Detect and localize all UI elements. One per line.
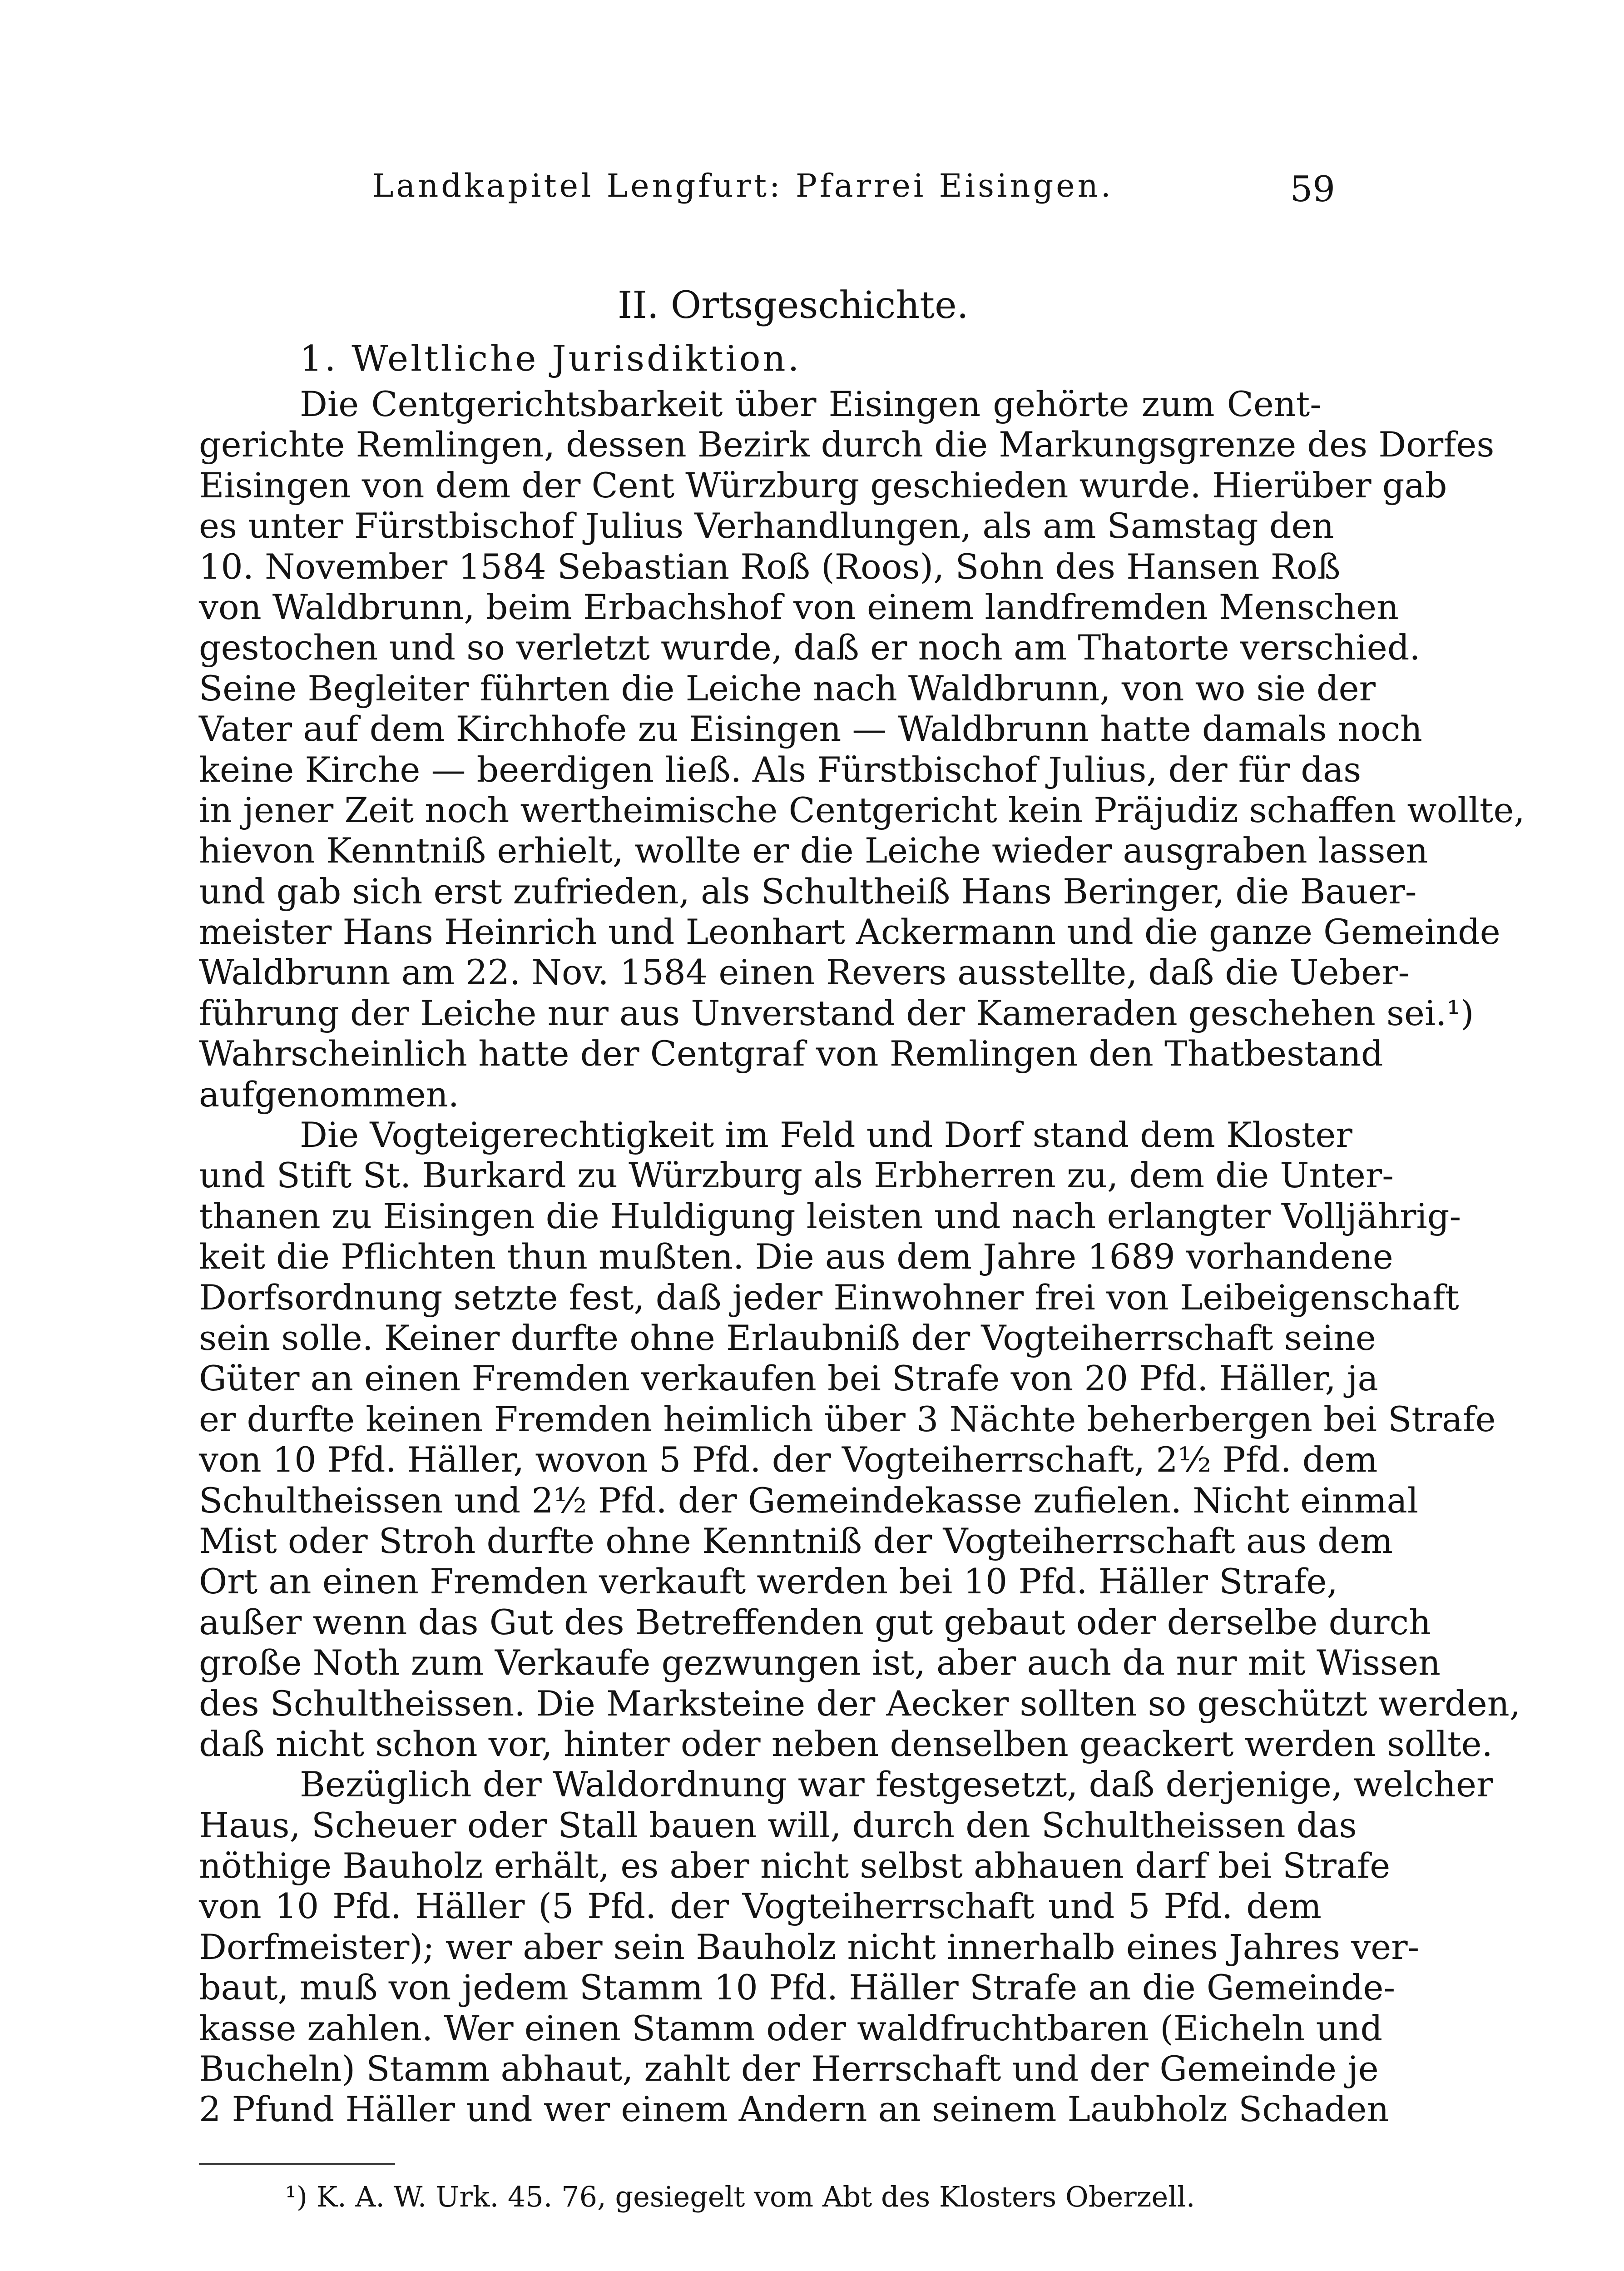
text-line: nöthige Bauholz erhält, es aber nicht selbst abhauen darf bei Strafe bbox=[199, 1845, 1391, 1886]
text-line: von 10 Pfd. Häller (5 Pfd. der Vogteiherrschaft und 5 Pfd. dem bbox=[199, 1886, 1322, 1927]
text-line: gestochen und so verletzt wurde, daß er noch am Thatorte verschied. bbox=[199, 627, 1421, 668]
text-line: baut, muß von jedem Stamm 10 Pfd. Häller Strafe an die Gemeinde- bbox=[199, 1967, 1396, 2008]
paragraph bbox=[199, 1115, 1520, 1764]
paragraph bbox=[199, 384, 1525, 1115]
text-line: Dorfsordnung setzte fest, daß jeder Einwohner frei von Leibeigenschaft bbox=[199, 1277, 1459, 1318]
text-line: sein solle. Keiner durfte ohne Erlaubniß der Vogteiherrschaft seine bbox=[199, 1317, 1376, 1358]
text-line: Mist oder Stroh durfte ohne Kenntniß der Vogteiherrschaft aus dem bbox=[199, 1520, 1393, 1561]
running-head: Landkapitel Lengfurt: Pfarrei Eisingen. bbox=[372, 167, 1114, 204]
text-line: außer wenn das Gut des Betreffenden gut gebaut oder derselbe durch bbox=[199, 1602, 1431, 1642]
text-line: führung der Leiche nur aus Unverstand der Kameraden geschehen sei.¹) bbox=[199, 992, 1474, 1033]
text-line: gerichte Remlingen, dessen Bezirk durch die Markungsgrenze des Dorfes bbox=[199, 424, 1495, 465]
text-line: daß nicht schon vor, hinter oder neben denselben geackert werden sollte. bbox=[199, 1723, 1493, 1764]
text-line: er durfte keinen Fremden heimlich über 3 Nächte beherbergen bei Strafe bbox=[199, 1398, 1496, 1439]
text-line: thanen zu Eisingen die Huldigung leisten und nach erlangter Volljährig- bbox=[199, 1195, 1461, 1236]
text-line: Bezüglich der Waldordnung war festgesetzt, daß derjenige, welcher bbox=[300, 1764, 1493, 1805]
text-line: Eisingen von dem der Cent Würzburg geschieden wurde. Hierüber gab bbox=[199, 465, 1447, 506]
text-line: von Waldbrunn, beim Erbachshof von einem landfremden Menschen bbox=[199, 586, 1399, 627]
text-line: von 10 Pfd. Häller, wovon 5 Pfd. der Vogteiherrschaft, 2½ Pfd. dem bbox=[199, 1439, 1378, 1480]
text-line: große Noth zum Verkaufe gezwungen ist, aber auch da nur mit Wissen bbox=[199, 1642, 1441, 1683]
text-line: Die Vogteigerechtigkeit im Feld und Dorf stand dem Kloster bbox=[300, 1115, 1352, 1155]
text-line: Ort an einen Fremden verkauft werden bei 10 Pfd. Häller Strafe, bbox=[199, 1561, 1338, 1602]
text-line: hievon Kenntniß erhielt, wollte er die Leiche wieder ausgraben lassen bbox=[199, 830, 1428, 871]
footnote: ¹) K. A. W. Urk. 45. 76, gesiegelt vom Abt des Klosters Oberzell. bbox=[285, 2180, 1195, 2213]
text-line: Waldbrunn am 22. Nov. 1584 einen Revers ausstellte, daß die Ueber- bbox=[199, 952, 1410, 993]
text-line: aufgenommen. bbox=[199, 1074, 459, 1115]
text-line: Schultheissen und 2½ Pfd. der Gemeindekasse zufielen. Nicht einmal bbox=[199, 1480, 1419, 1521]
text-line: Die Centgerichtsbarkeit über Eisingen gehörte zum Cent- bbox=[300, 384, 1322, 424]
text-line: es unter Fürstbischof Julius Verhandlungen, als am Samstag den bbox=[199, 506, 1334, 546]
text-line: Wahrscheinlich hatte der Centgraf von Remlingen den Thatbestand bbox=[199, 1033, 1383, 1074]
text-line: keit die Pflichten thun mußten. Die aus dem Jahre 1689 vorhandene bbox=[199, 1236, 1393, 1277]
text-line: Vater auf dem Kirchhofe zu Eisingen — Waldbrunn hatte damals noch bbox=[199, 709, 1422, 749]
text-line: und gab sich erst zufrieden, als Schultheiß Hans Beringer, die Bauer- bbox=[199, 871, 1417, 912]
text-line: in jener Zeit noch wertheimische Centgericht kein Präjudiz schaffen wollte, bbox=[199, 789, 1525, 830]
text-line: 2 Pfund Häller und wer einem Andern an seinem Laubholz Schaden bbox=[199, 2089, 1389, 2130]
text-line: und Stift St. Burkard zu Würzburg als Erbherren zu, dem die Unter- bbox=[199, 1155, 1394, 1196]
text-line: keine Kirche — beerdigen ließ. Als Fürstbischof Julius, der für das bbox=[199, 749, 1362, 790]
page-number: 59 bbox=[1290, 169, 1335, 210]
text-line: Bucheln) Stamm abhaut, zahlt der Herrschaft und der Gemeinde je bbox=[199, 2048, 1379, 2089]
footnote-divider bbox=[199, 2163, 395, 2165]
text-line: meister Hans Heinrich und Leonhart Ackermann und die ganze Gemeinde bbox=[199, 912, 1500, 952]
text-line: kasse zahlen. Wer einen Stamm oder waldfruchtbaren (Eicheln und bbox=[199, 2008, 1383, 2048]
text-line: Haus, Scheuer oder Stall bauen will, durch den Schultheissen das bbox=[199, 1805, 1357, 1845]
text-line: 10. November 1584 Sebastian Roß (Roos), Sohn des Hansen Roß bbox=[199, 546, 1341, 587]
text-line: des Schultheissen. Die Marksteine der Aecker sollten so geschützt werden, bbox=[199, 1683, 1520, 1724]
body-text bbox=[199, 384, 1525, 2130]
paragraph bbox=[199, 1764, 1493, 2130]
subsection-title: 1. Weltliche Jurisdiktion. bbox=[300, 338, 802, 379]
text-line: Güter an einen Fremden verkaufen bei Strafe von 20 Pfd. Häller, ja bbox=[199, 1358, 1378, 1399]
section-title: II. Ortsgeschichte. bbox=[618, 284, 969, 327]
text-line: Seine Begleiter führten die Leiche nach Waldbrunn, von wo sie der bbox=[199, 668, 1376, 709]
text-line: Dorfmeister); wer aber sein Bauholz nicht innerhalb eines Jahres ver- bbox=[199, 1926, 1420, 1967]
